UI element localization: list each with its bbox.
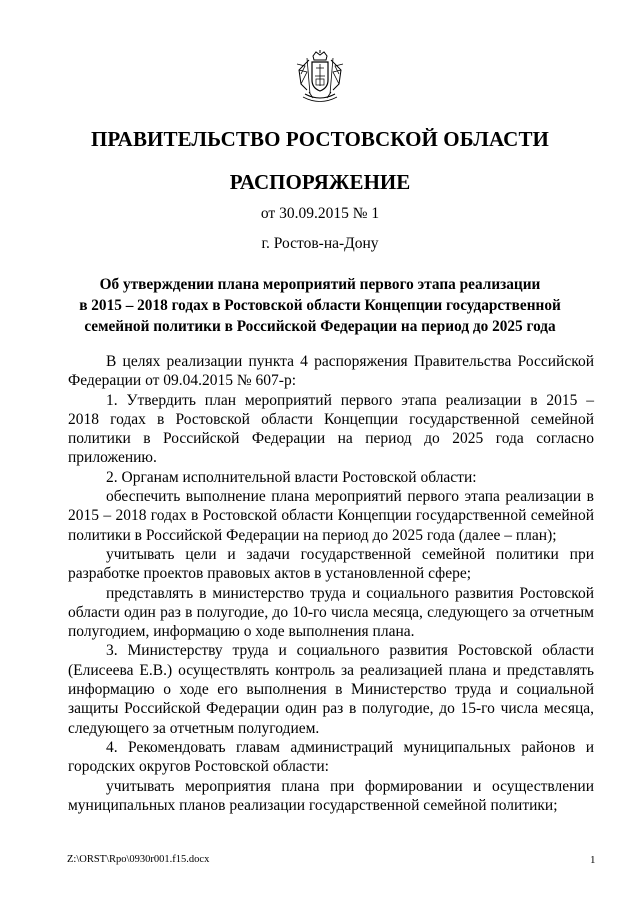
document-body — [68, 352, 594, 815]
text-line: защиты Российской Федерации один раз в полугодие, до 15-го числа месяца, — [68, 700, 594, 718]
footer-file-path: Z:\ORST\Rpo\0930r001.f15.docx — [67, 854, 210, 865]
organization-title: ПРАВИТЕЛЬСТВО РОСТОВСКОЙ ОБЛАСТИ — [91, 127, 549, 151]
text-line: политики в Российской Федерации на период до 2025 года согласно — [68, 430, 594, 448]
page-number: 1 — [590, 854, 596, 866]
text-line: полугодием, информацию о ходе выполнения плана. — [68, 623, 415, 641]
text-line: области один раз в полугодие, до 10-го числа месяца, следующего за отчетным — [68, 603, 594, 621]
text-line: приложению. — [68, 449, 157, 467]
document-date-number: от 30.09.2015 № 1 — [260, 205, 380, 222]
paragraph-item-2-a — [68, 487, 594, 545]
text-line: представлять в министерство труда и социального развития Ростовской — [106, 584, 594, 602]
text-line: городских округов Ростовской области: — [68, 758, 329, 776]
text-line: Федерации от 09.04.2015 № 607-р: — [68, 372, 297, 390]
coat-of-arms-icon — [295, 50, 345, 106]
text-line: 1. Утвердить план мероприятий первого этапа реализации в 2015 – — [106, 391, 594, 409]
paragraph-item-4-a — [68, 777, 594, 816]
document-subject — [60, 274, 580, 337]
subject-line: в 2015 – 2018 годах в Ростовской области Концепции государственной — [79, 297, 561, 314]
paragraph-item-1 — [68, 391, 594, 468]
text-line: следующего за отчетным полугодием. — [68, 719, 320, 737]
subject-line: семейной политики в Российской Федерации на период до 2025 года — [84, 318, 556, 335]
text-line: 2015 – 2018 годах в Ростовской области Концепции государственной семейной — [68, 507, 594, 525]
document-place: г. Ростов-на-Дону — [261, 235, 379, 252]
paragraph-item-2 — [68, 468, 594, 487]
text-line: 3. Министерству труда и социального развития Ростовской области — [106, 642, 594, 660]
text-line: обеспечить выполнение плана мероприятий первого этапа реализации в — [106, 488, 594, 506]
subject-line: Об утверждении плана мероприятий первого этапа реализации — [99, 276, 541, 293]
text-line: учитывать цели и задачи государственной семейной политики при — [106, 545, 594, 563]
text-line: информацию о ходе его выполнения в Министерство труда и социальной — [68, 681, 594, 699]
text-line: учитывать мероприятия плана при формировании и осуществлении — [106, 777, 594, 795]
paragraph-item-2-c — [68, 584, 594, 642]
text-line: разработке проектов правовых актов в установленной сфере; — [68, 565, 472, 583]
text-line: 2018 годах в Ростовской области Концепции государственной семейной — [68, 410, 594, 428]
paragraph-item-3 — [68, 641, 594, 737]
paragraph-item-4 — [68, 738, 594, 777]
text-line: муниципальных планов реализации государственной семейной политики; — [68, 796, 558, 814]
text-line: (Елисеева Е.В.) осуществлять контроль за реализацией плана и представлять — [68, 661, 594, 679]
text-line: 4. Рекомендовать главам администраций муниципальных районов и — [106, 738, 594, 756]
text-line: политики в Российской Федерации на период до 2025 года (далее – план); — [68, 526, 557, 544]
paragraph-preamble — [68, 352, 594, 391]
text-line: В целях реализации пункта 4 распоряжения Правительства Российской — [106, 353, 594, 370]
text-line: 2. Органам исполнительной власти Ростовской области: — [106, 468, 477, 486]
paragraph-item-2-b — [68, 545, 594, 584]
document-type: РАСПОРЯЖЕНИЕ — [229, 170, 411, 194]
